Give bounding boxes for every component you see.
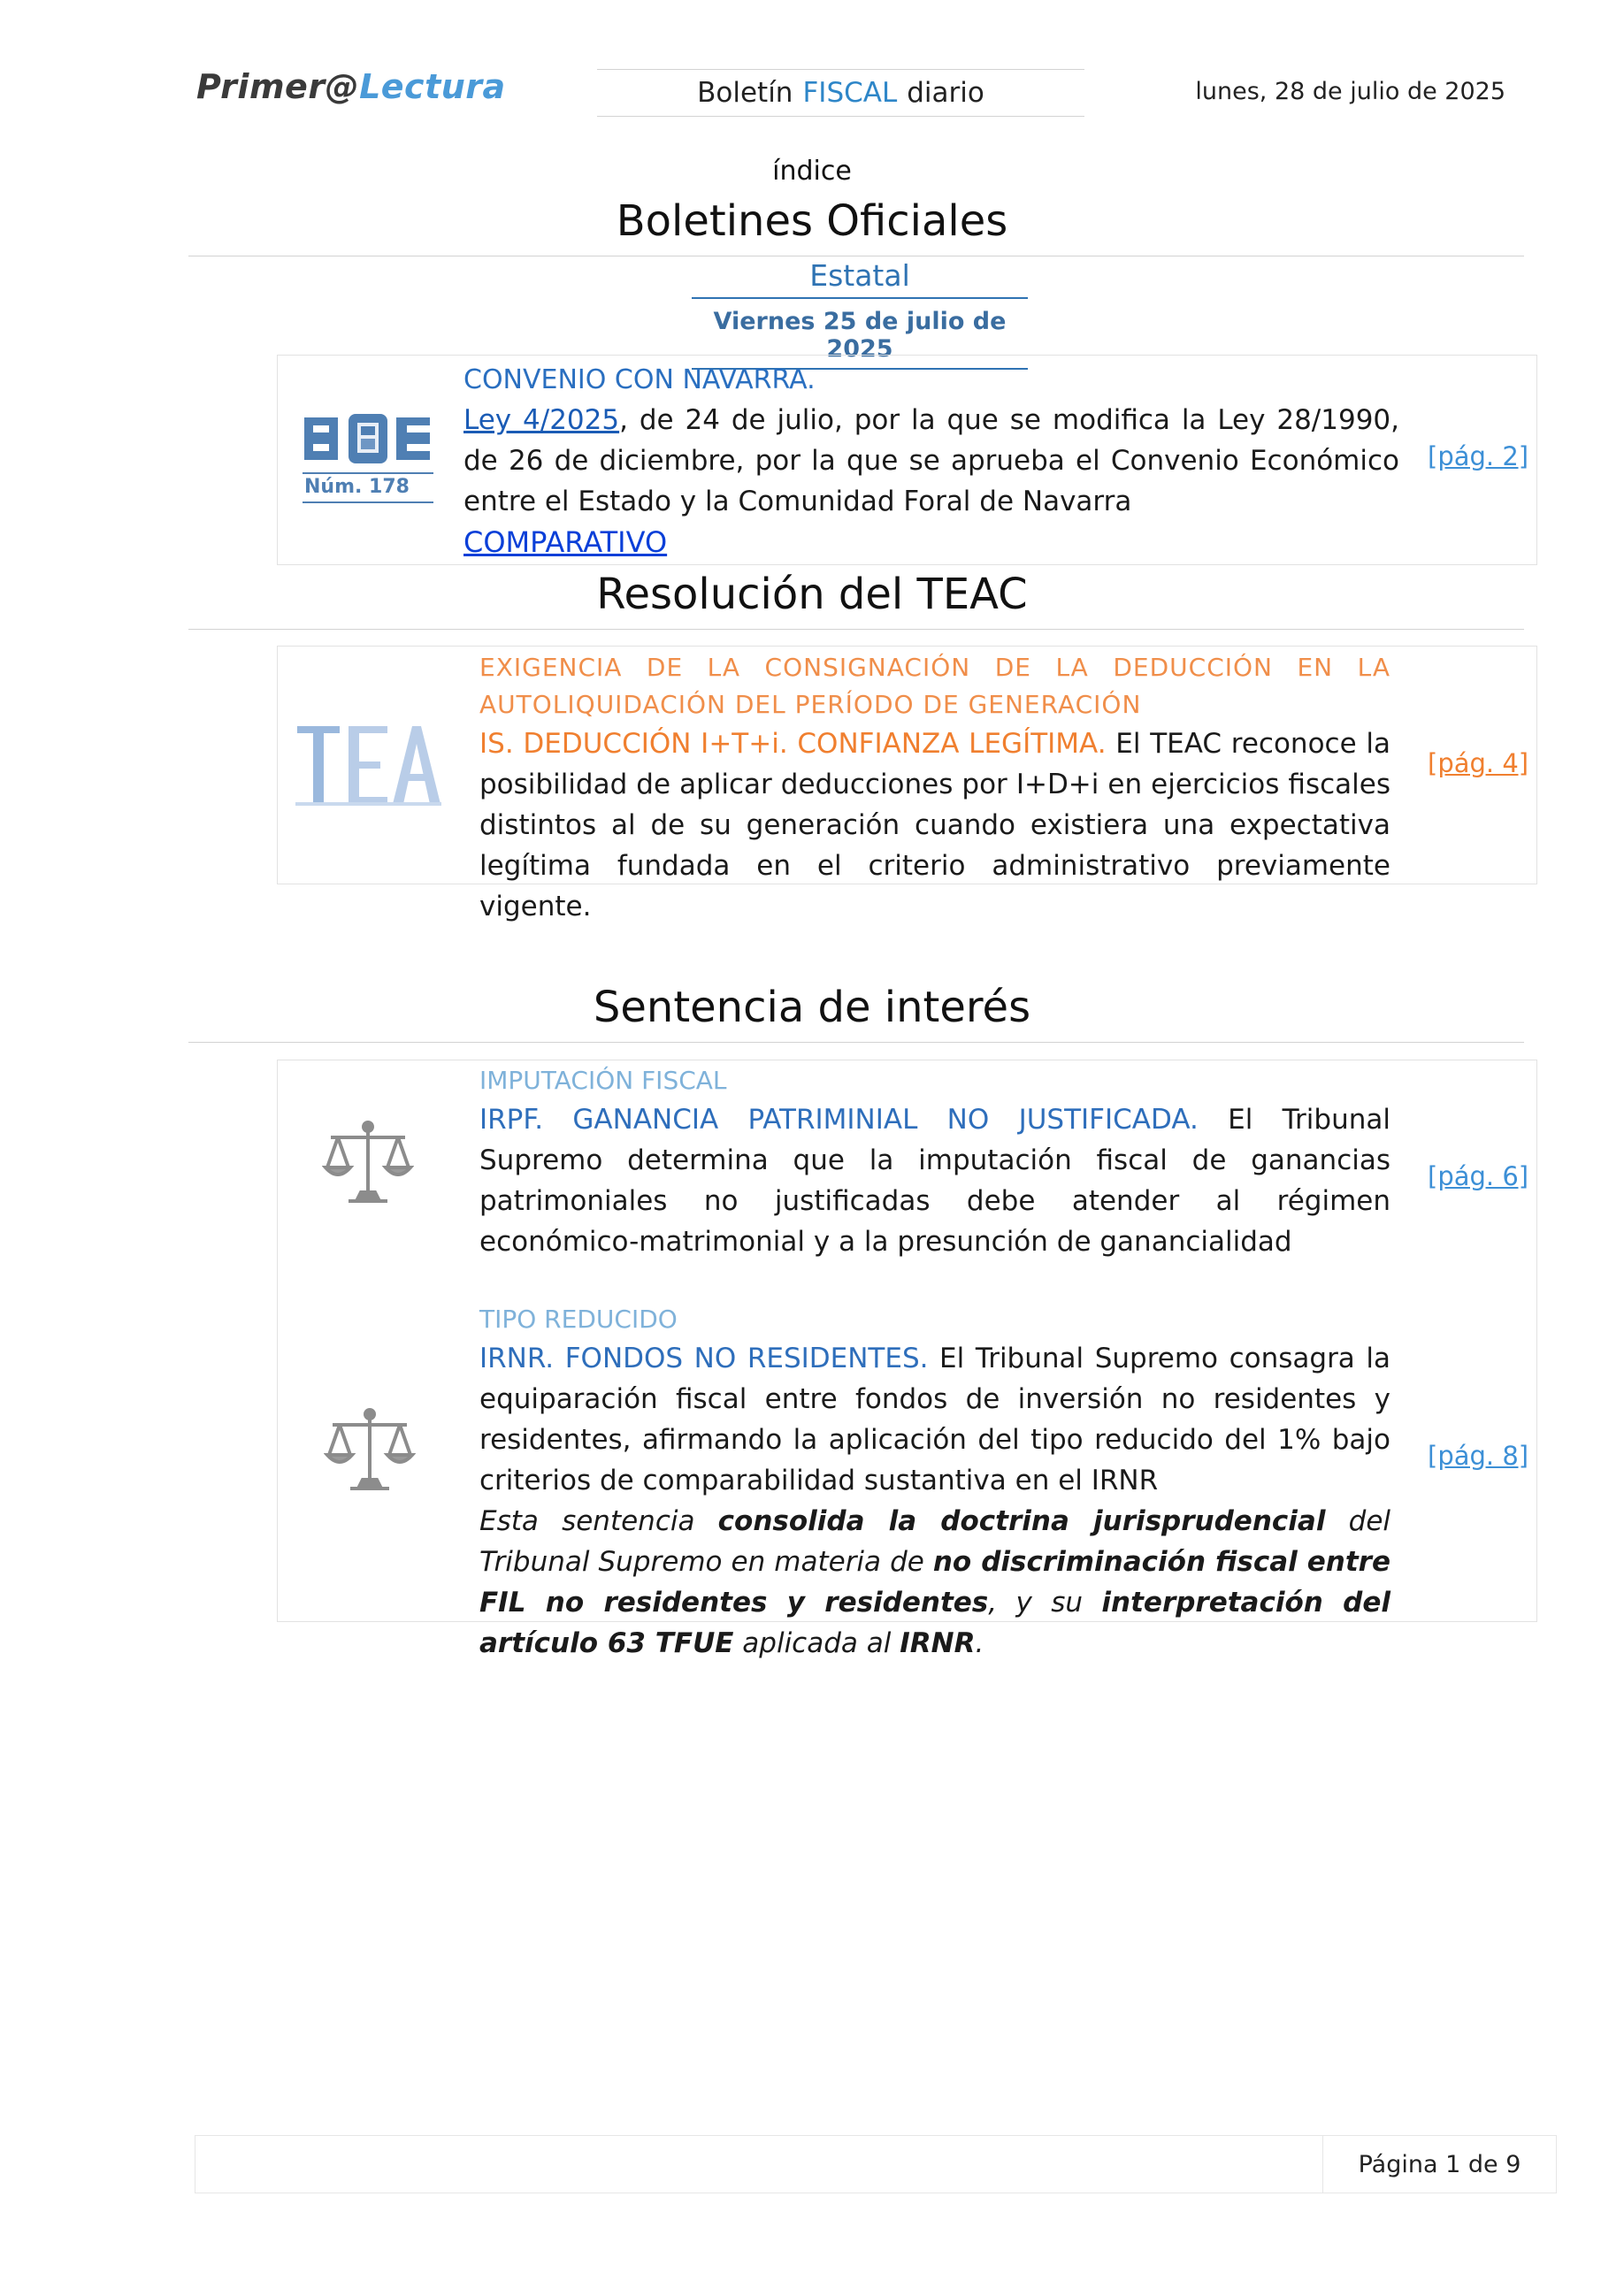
scales-icon [322, 1118, 414, 1206]
section-title-teac: Resolución del TEAC [596, 570, 1028, 619]
note-bold: no discriminación fiscal entre FIL no residentes y residentes [479, 1546, 1390, 1619]
entry-lead: IRNR. FONDOS NO RESIDENTES. [479, 1343, 929, 1374]
entry-lead: IS. DEDUCCIÓN I+T+i. CONFIANZA LEGÍTIMA. [479, 728, 1107, 760]
note-text: aplicada al [733, 1627, 900, 1659]
divider [188, 1042, 1524, 1043]
scales-icon [324, 1405, 416, 1494]
boe-logo [303, 412, 433, 497]
entry-kicker: EXIGENCIA DE LA CONSIGNACIÓN DE LA DEDUCCIÓN EN LA AUTOLIQUIDACIÓN DEL PERÍODO DE GENERACIÓN [479, 653, 1390, 719]
bulletin-post: diario [907, 77, 984, 109]
tea-logo-icon [295, 723, 441, 807]
entry-body-text: El TEAC reconoce la posibilidad de aplicar deducciones por I+D+i en ejercicios fiscales distintos al de su generación cuando existiera una expectativa legítima fundada en el criterio administrativo previamente vigente. [479, 728, 1390, 922]
boe-entry-panel [277, 355, 1537, 565]
section-title-sentencia: Sentencia de interés [593, 983, 1031, 1032]
brand-logo [196, 67, 506, 106]
section-title-boletines: Boletines Oficiales [616, 196, 1008, 246]
section-subtitle-estatal: Estatal [692, 258, 1028, 299]
note-bold: IRNR [900, 1627, 976, 1659]
teac-entry-panel [277, 646, 1537, 922]
page-ref-link[interactable]: [pág. 4] [1428, 748, 1529, 778]
bulletin-pre: Boletín [697, 77, 793, 109]
teac-entry-text [479, 649, 1390, 927]
index-label: índice [772, 156, 852, 187]
page-ref-link[interactable]: [pág. 6] [1428, 1161, 1529, 1191]
note-text: Esta sentencia [479, 1505, 718, 1537]
page-ref-link[interactable]: [pág. 2] [1428, 441, 1529, 471]
note-text: , y su [988, 1587, 1102, 1619]
boe-logo-icon [303, 412, 433, 465]
bulletin-fiscal: FISCAL [802, 77, 898, 109]
entry-kicker: CONVENIO CON NAVARRA. [463, 364, 816, 395]
divider [188, 629, 1524, 630]
comparativo-link[interactable]: COMPARATIVO [463, 525, 668, 559]
brand-part-1: Primer@ [196, 67, 360, 106]
entry-body-text: , de 24 de julio, por la que se modifica la Ley 28/1990, de 26 de diciembre, por la que se aprueba el Convenio Económico entre el Estado y la Comunidad Foral de Navarra [463, 404, 1399, 517]
footer-left-cell [195, 2135, 1323, 2193]
entry-kicker: TIPO REDUCIDO [479, 1305, 678, 1334]
header-date: lunes, 28 de julio de 2025 [1195, 78, 1505, 105]
page-ref-link[interactable]: [pág. 8] [1428, 1441, 1529, 1471]
sentencia-item-2-text [479, 1301, 1390, 1664]
law-link[interactable]: Ley 4/2025 [463, 404, 620, 436]
boe-entry-text [463, 361, 1399, 568]
entry-kicker: IMPUTACIÓN FISCAL [479, 1066, 727, 1095]
note-bold: interpretación del artículo 63 TFUE [479, 1587, 1391, 1659]
sentencia-panel [277, 1060, 1537, 1659]
note-text: . [975, 1627, 984, 1659]
entry-body-text: El Tribunal Supremo determina que la imputación fiscal de ganancias patrimoniales no justificadas debe atender al régimen económico-matrimonial y a la presunción de ganancialidad [479, 1104, 1390, 1258]
entry-body [479, 1099, 1390, 1262]
boe-number: Núm. 178 [303, 472, 433, 503]
brand-part-2: Lectura [359, 67, 506, 106]
entry-note [479, 1501, 1390, 1664]
entry-body [479, 1338, 1390, 1501]
entry-lead: IRPF. GANANCIA PATRIMINIAL NO JUSTIFICADA. [479, 1104, 1199, 1136]
entry-body [463, 400, 1399, 522]
bulletin-date: Viernes 25 de julio de 2025 [692, 304, 1028, 370]
page-number: Página 1 de 9 [1323, 2135, 1557, 2193]
entry-body [479, 723, 1390, 927]
note-bold: consolida la doctrina jurisprudencial [717, 1505, 1326, 1537]
sentencia-item-1-text [479, 1062, 1390, 1262]
bulletin-title [597, 69, 1084, 117]
entry-body-text: El Tribunal Supremo consagra la equiparación fiscal entre fondos de inversión no residentes y residentes, afirmando la aplicación del tipo reducido del 1% bajo criterios de comparabilidad sustantiva en el IRNR [479, 1343, 1390, 1496]
note-text: del Tribunal Supremo en materia de [479, 1505, 1390, 1578]
